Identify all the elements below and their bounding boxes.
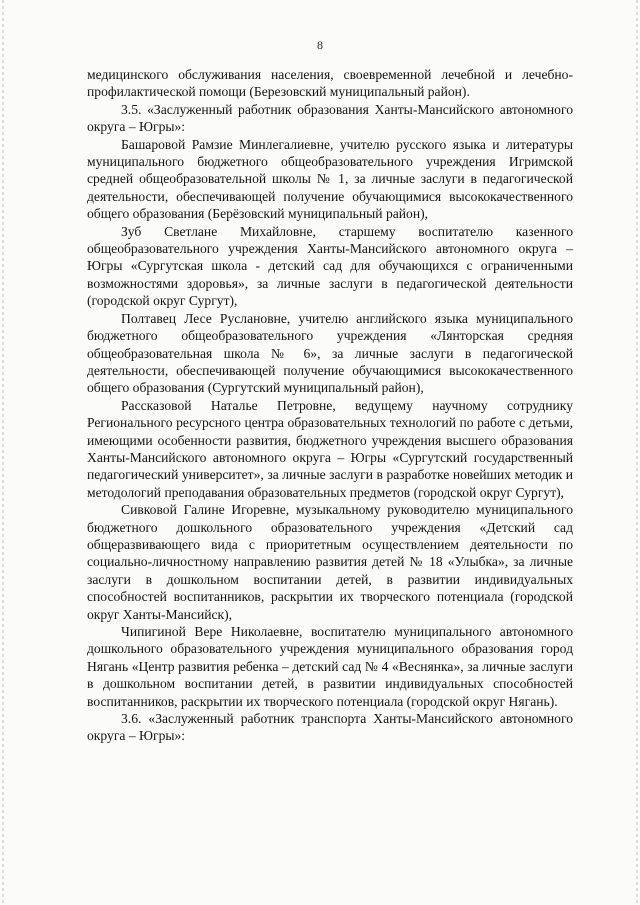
award-entry: Башаровой Рамзие Минлегалиевне, учителю русского языка и литературы муниципального бюджетного общеобразовательного учреждения Игримской средней общеобразовательной школы № 1, за личные заслуги в педагогической деятельности, обеспечивающей получение обучающимися высококачественного общего образования (Берёзовский муниципальный район), [87,136,573,222]
right-scan-edge [636,0,638,905]
award-entry: Зуб Светлане Михайловне, старшему воспитателю казенного общеобразовательного учреждения Ханты-Мансийского автономного округа – Югры «Сургутская школа - детский сад для обучающихся с ограниченными возможностями здоровья», за личные заслуги в педагогической деятельности (городской округ Сургут), [87,223,573,309]
award-entry: Полтавец Лесе Руслановне, учителю английского языка муниципального бюджетного общеобразовательного учреждения «Лянторская средняя общеобразовательная школа № 6», за личные заслуги в педагогической деятельности, обеспечивающей получение обучающимися высококачественного общего образования (Сургутский муниципальный район), [87,310,573,396]
section-heading-3-6: 3.6. «Заслуженный работник транспорта Ханты-Мансийского автономного округа – Югры»: [87,711,573,744]
award-entry: Чипигиной Вере Николаевне, воспитателю муниципального автономного дошкольного образовательного учреждения муниципального образования город Нягань «Центр развития ребенка – детский сад № 4 «Веснянка», за личные заслуги в дошкольном воспитании детей, в развитии индивидуальных способностей воспитанников, раскрытии их творческого потенциала (городской округ Нягань). [87,624,573,709]
paragraph-continuation: медицинского обслуживания населения, своевременной лечебной и лечебно-профилактической помощи (Березовский муниципальный район). [87,67,573,100]
award-entry: Рассказовой Наталье Петровне, ведущему научному сотруднику Регионального ресурсного центра образовательных технологий по работе с детьми, имеющими особенности развития, бюджетного учреждения высшего образования Ханты-Мансийского автономного округа – Югры «Сургутский государственный педагогический университет», за личные заслуги в разработке новейших методик и методологий преподавания образовательных предметов (городской округ Сургут), [87,397,573,500]
section-heading-3-5: 3.5. «Заслуженный работник образования Ханты-Мансийского автономного округа – Югры»: [87,101,573,135]
page-number: 8 [317,38,323,52]
document-body [87,66,573,745]
award-entry: Сивковой Галине Игоревне, музыкальному руководителю муниципального бюджетного дошкольного образовательного учреждения «Детский сад общеразвивающего вида с приоритетным осуществлением деятельности по социально-личностному направлению развития детей № 18 «Улыбка», за личные заслуги в дошкольном воспитании детей, в развитии индивидуальных способностей воспитанников, раскрытии их творческого потенциала (городской округ Ханты-Мансийск), [87,502,573,622]
left-scan-edge [2,0,4,905]
